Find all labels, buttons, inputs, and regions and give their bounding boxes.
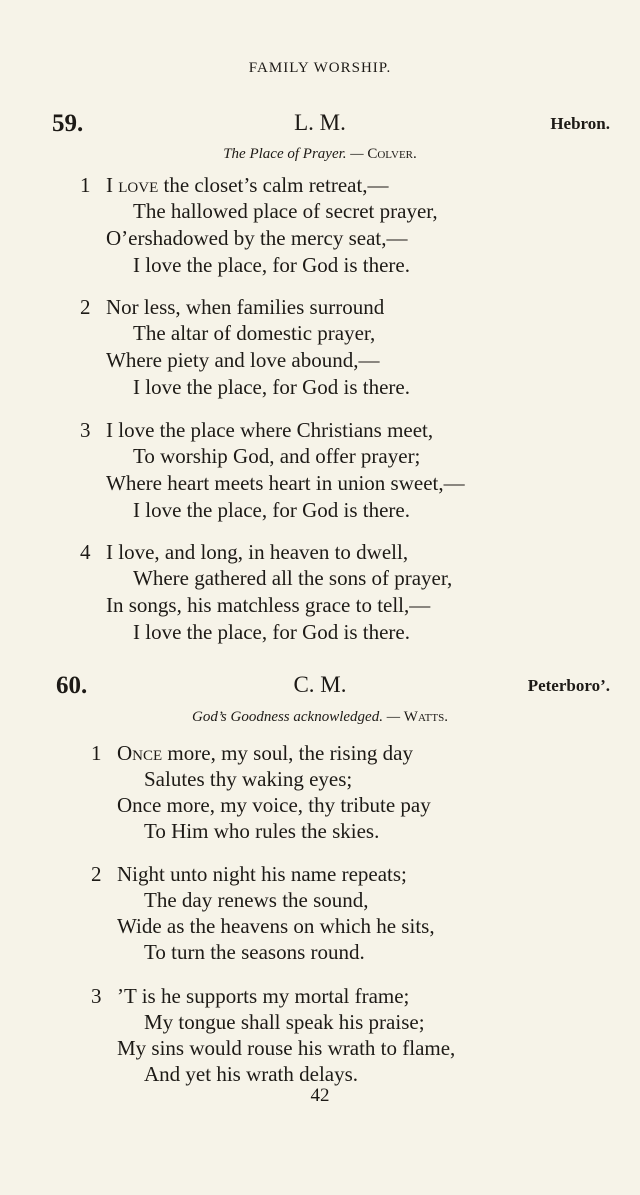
hymn-header: [0, 110, 640, 140]
verse-line: The altar of domestic prayer,: [133, 321, 376, 345]
running-head: FAMILY WORSHIP.: [248, 60, 392, 76]
hymn-title: The Place of Prayer. —: [223, 146, 364, 162]
verse-line: To worship God, and offer prayer;: [133, 444, 421, 468]
verse-line: I love the place, for God is there.: [133, 498, 410, 522]
verse-line: To Him who rules the skies.: [144, 819, 380, 843]
verse-line: Salutes thy waking eyes;: [144, 767, 353, 791]
verse-line: ’T is he supports my mortal frame;: [117, 984, 410, 1008]
hymn-title: God’s Goodness acknowledged. —: [192, 709, 401, 725]
verse-number: 1: [80, 173, 91, 197]
hymn-author: Watts.: [403, 709, 448, 725]
verse-line: I love the place, for God is there.: [133, 375, 410, 399]
page-number: 42: [310, 1085, 330, 1106]
hymn-number: 60.: [56, 672, 88, 699]
initial-word: Once: [117, 741, 163, 765]
verse-line: Wide as the heavens on which he sits,: [117, 914, 435, 938]
verse-line: Where heart meets heart in union sweet,—: [106, 471, 465, 495]
verse-line: I love the place, for God is there.: [133, 253, 410, 277]
verse-line: Nor less, when families surround: [106, 295, 385, 319]
hymn-author: Colver.: [367, 146, 417, 162]
verse-line: Where piety and love abound,—: [106, 348, 380, 372]
verse-line: O’ershadowed by the mercy seat,—: [106, 226, 408, 250]
verse-line: The day renews the sound,: [144, 888, 369, 912]
verse-line: My sins would rouse his wrath to flame,: [117, 1036, 456, 1060]
line-text: the closet’s calm retreat,—: [158, 173, 389, 197]
verse-line: To turn the seasons round.: [144, 940, 365, 964]
verse-number: 3: [91, 984, 102, 1008]
verse-line: I love the place where Christians meet,: [106, 418, 434, 442]
verse-line: [117, 740, 413, 766]
verse-line: My tongue shall speak his praise;: [144, 1010, 425, 1034]
verse-number: 4: [80, 540, 91, 564]
verse-line: I love the place, for God is there.: [133, 620, 410, 644]
hymn-meter: L. M.: [294, 110, 346, 135]
verse-line: Where gathered all the sons of prayer,: [133, 566, 453, 590]
verse-line: In songs, his matchless grace to tell,—: [106, 593, 431, 617]
verse-number: 3: [80, 418, 91, 442]
line-text: more, my soul, the rising day: [162, 741, 413, 765]
tune-name: Peterboro’.: [527, 676, 610, 695]
verse-line: And yet his wrath delays.: [144, 1062, 359, 1086]
hymn-header: [0, 672, 640, 702]
hymn-subtitle: [0, 709, 640, 726]
hymn-subtitle: [0, 146, 640, 163]
verse-line: [106, 172, 389, 198]
hymn-meter: C. M.: [293, 672, 347, 697]
initial-word: I love: [106, 173, 159, 197]
verse-number: 1: [91, 741, 102, 765]
verse-line: Once more, my voice, thy tribute pay: [117, 793, 431, 817]
verse-line: The hallowed place of secret prayer,: [133, 199, 438, 223]
verse-number: 2: [91, 862, 102, 886]
tune-name: Hebron.: [550, 114, 610, 133]
verse-number: 2: [80, 295, 91, 319]
verse-line: Night unto night his name repeats;: [117, 862, 407, 886]
verse-line: I love, and long, in heaven to dwell,: [106, 540, 409, 564]
hymn-number: 59.: [52, 110, 84, 137]
